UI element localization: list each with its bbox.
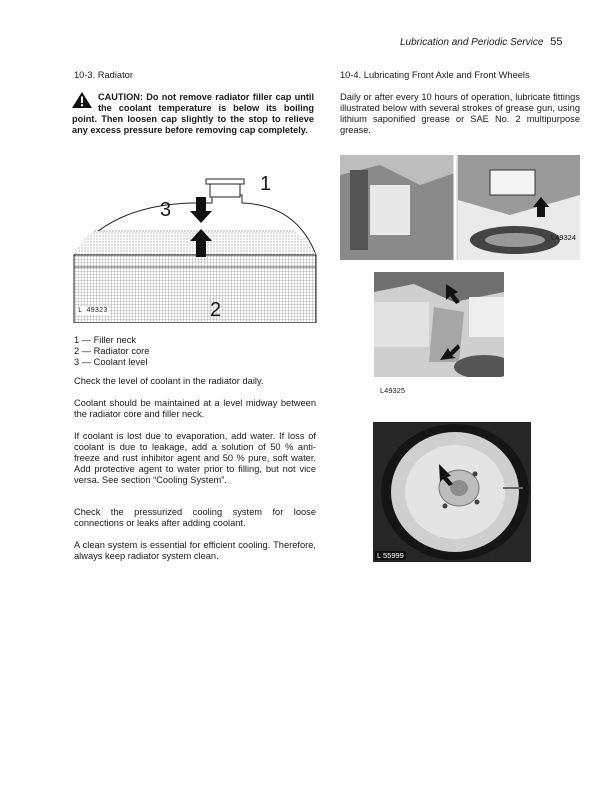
running-header <box>400 36 562 48</box>
radiator-heading: 10-3. Radiator <box>74 70 133 80</box>
legend-item: 3 — Coolant level <box>74 356 148 367</box>
front-axle-heading: 10-4. Lubricating Front Axle and Front Wheels <box>340 70 530 80</box>
paragraph-coolant-loss: If coolant is lost due to evaporation, add water. If loss of coolant is due to leakage, add a solution of 50 % anti-freeze and rust inhibitor agent and 50 % pure, soft water. Add protective agent to water prior to filling, but not vice versa. See section “Cooling System”. <box>74 431 316 485</box>
legend-item: 2 — Radiator core <box>74 345 150 356</box>
callout-1: 1 <box>260 175 272 195</box>
page-number: 55 <box>550 36 563 48</box>
radiator-figure <box>72 175 318 323</box>
callout-2: 2 <box>210 299 222 321</box>
paragraph-clean-system: A clean system is essential for efficient cooling. Therefore, always keep radiator system clean. <box>74 540 316 561</box>
figure-label: L 49323 <box>78 307 108 315</box>
paragraph-check-daily: Check the level of coolant in the radiator daily. <box>74 376 264 386</box>
photo-label: L 55999 <box>377 551 404 560</box>
section-title: Lubrication and Periodic Service <box>400 37 544 48</box>
photo-steering-knuckle <box>374 272 504 397</box>
caution-block <box>72 92 314 136</box>
callout-3: 3 <box>160 199 172 221</box>
warning-icon <box>72 92 92 108</box>
paragraph-lubrication: Daily or after every 10 hours of operation, lubricate fittings illustrated below with several strokes of grease gun, using lithium saponified grease or SAE No. 2 multipurpose grease. <box>340 92 580 135</box>
paragraph-coolant-level: Coolant should be maintained at a level midway between the radiator core and filler neck. <box>74 398 316 419</box>
photo-front-axle-fittings <box>340 155 580 260</box>
photo-label: L49325 <box>380 386 406 395</box>
legend-item: 1 — Filler neck <box>74 335 136 345</box>
figure-legend <box>74 335 149 368</box>
photo-front-wheel-hub <box>373 422 531 562</box>
caution-text: CAUTION: Do not remove radiator filler cap until the coolant temperature is below its boiling point. Then loosen cap slightly to the stop to relieve any excess pressure before removing cap completely. <box>72 92 314 135</box>
photo-label: L49324 <box>550 233 576 242</box>
paragraph-check-leaks: Check the pressurized cooling system for loose connections or leaks after adding coolant. <box>74 507 316 528</box>
